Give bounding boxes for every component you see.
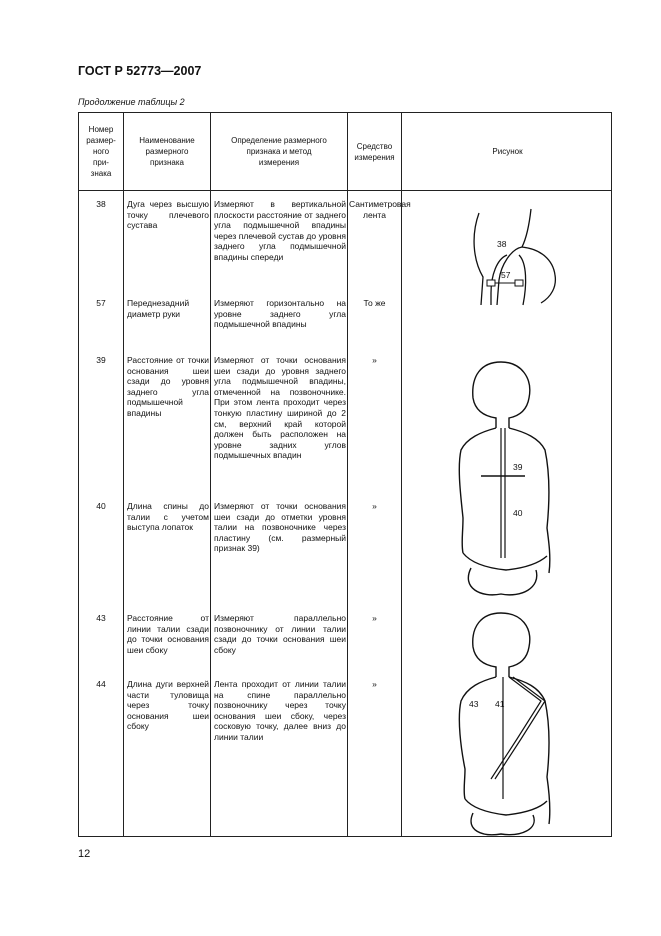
row-tool: » xyxy=(372,679,377,689)
table-continuation-caption: Продолжение таблицы 2 xyxy=(78,97,185,107)
row-tool: » xyxy=(372,501,377,511)
row-number: 40 xyxy=(96,501,106,511)
figure-label: 57 xyxy=(501,270,511,280)
figure-label: 43 xyxy=(469,699,479,709)
row-number: 38 xyxy=(96,199,106,209)
document-title: ГОСТ Р 52773—2007 xyxy=(78,64,202,78)
column-divider xyxy=(123,113,124,836)
row-tool: » xyxy=(372,613,377,623)
header-figure: Рисунок xyxy=(492,147,523,156)
row-definition: Измеряют от точки основания шеи сзади до уровня заднего угла подмышечной впадины, отмеченной на позвоночнике. При этом лента проходит через тонкую пластину шириной до 2 см, верхний край которой должен быть расположен на уровне задних углов подмышечных впадин xyxy=(214,355,346,461)
row-name: Расстояние от точки основания шеи сзади до уровня заднего угла подмышечной впадины xyxy=(127,355,209,418)
header-name: Наименование размерного признака xyxy=(139,136,195,167)
column-divider xyxy=(210,113,211,836)
figure-label: 40 xyxy=(513,508,523,518)
header-definition: Определение размерного признака и метод измерения xyxy=(231,136,327,167)
row-name: Длина дуги верхней части туловища через точку основания шеи сбоку xyxy=(127,679,209,732)
row-tool: » xyxy=(372,355,377,365)
row-name: Расстояние от линии талии сзади до точки основания шеи сбоку xyxy=(127,613,209,655)
figure-shoulder xyxy=(401,205,612,320)
figure-back-oblique xyxy=(401,609,612,837)
figure-label: 41 xyxy=(495,699,505,709)
figure-back xyxy=(401,358,612,598)
row-tool: То же xyxy=(363,298,386,308)
row-number: 44 xyxy=(96,679,106,689)
row-name: Длина спины до талии с учетом выступа лопаток xyxy=(127,501,209,533)
row-definition: Измеряют горизонтально на уровне заднего угла подмышечной впадины xyxy=(214,298,346,330)
row-tool: Сантиметровая лента xyxy=(349,199,411,220)
header-number: Номер размер- ного при- знака xyxy=(86,125,116,178)
page-number: 12 xyxy=(78,848,91,860)
row-definition: Измеряют параллельно позвоночнику от линии талии сзади до точки основания шеи сбоку xyxy=(214,613,346,655)
row-number: 39 xyxy=(96,355,106,365)
row-name: Переднезадний диаметр руки xyxy=(127,298,190,319)
row-number: 43 xyxy=(96,613,106,623)
measurement-table xyxy=(78,112,612,837)
figure-label: 38 xyxy=(497,239,507,249)
row-definition: Лента проходит от линии талии на спине параллельно позвоночнику через точку основания шеи сбоку, через сосковую точку, далее вниз до линии талии xyxy=(214,679,346,742)
row-number: 57 xyxy=(96,298,106,308)
header-tool: Средство измерения xyxy=(354,141,395,162)
column-divider xyxy=(347,113,348,836)
row-definition: Измеряют в вертикальной плоскости расстояние от заднего угла подмышечной впадины через плечевой сустав до уровня заднего угла подмышечной впадины спереди xyxy=(214,199,346,262)
row-name: Дуга через высшую точку плечевого сустава xyxy=(127,199,209,231)
row-definition: Измеряют от точки основания шеи сзади до отметки уровня талии на позвоночнике через пластину (см. размерный признак 39) xyxy=(214,501,346,554)
header-divider xyxy=(79,190,611,191)
figure-label: 39 xyxy=(513,462,523,472)
